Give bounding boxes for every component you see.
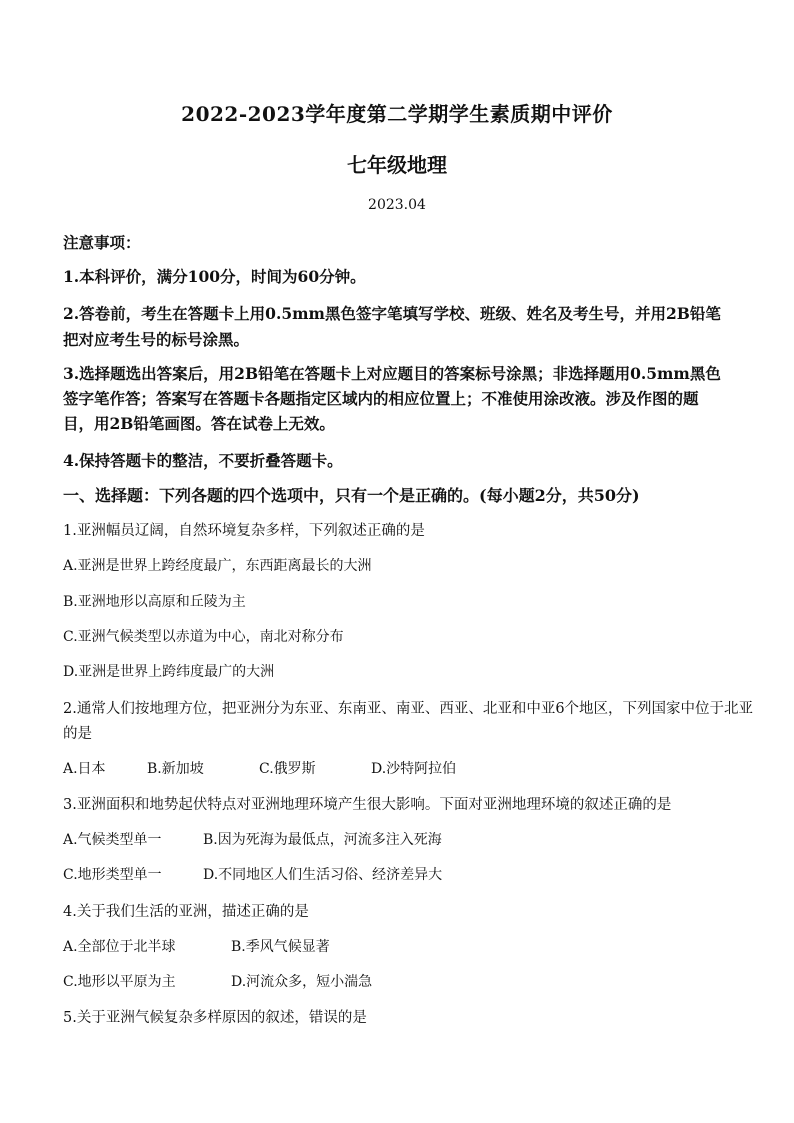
question-4-options-row1 (63, 936, 330, 956)
question-5-stem: 5.关于亚洲气候复杂多样原因的叙述，错误的是 (63, 1010, 367, 1026)
notice-item-1: 1.本科评价，满分100分，时间为60分钟。 (63, 267, 366, 286)
question-2-stem-line1: 2.通常人们按地理方位，把亚洲分为东亚、东南亚、南亚、西亚、北亚和中亚6个地区，下列国家中位于北亚 (63, 701, 754, 717)
question-3-option-c: C.地形类型单一 (63, 867, 162, 883)
question-1-option-b: B.亚洲地形以高原和丘陵为主 (63, 594, 246, 610)
question-1-stem: 1.亚洲幅员辽阔，自然环境复杂多样，下列叙述正确的是 (63, 523, 425, 539)
exam-date: 2023.04 (368, 197, 426, 213)
notice-item-3-line3: 目，用2B铅笔画图。答在试卷上无效。 (63, 414, 335, 433)
question-1-option-c: C.亚洲气候类型以赤道为中心，南北对称分布 (63, 629, 344, 645)
question-3-option-a: A.气候类型单一 (63, 832, 162, 848)
section-heading: 一、选择题：下列各题的四个选项中，只有一个是正确的。(每小题2分，共50分) (63, 486, 640, 505)
exam-title: 2022-2023学年度第二学期学生素质期中评价 (181, 102, 613, 126)
notice-item-2-line1: 2.答卷前，考生在答题卡上用0.5mm黑色签字笔填写学校、班级、姓名及考生号，并用2B铅笔 (63, 304, 721, 323)
notice-item-2-line2: 把对应考生号的标号涂黑。 (63, 330, 250, 349)
notice-item-4: 4.保持答题卡的整洁，不要折叠答题卡。 (63, 451, 343, 470)
question-1-option-d: D.亚洲是世界上跨纬度最广的大洲 (63, 664, 275, 680)
question-3-options-row2 (63, 864, 442, 884)
question-2-option-d: D.沙特阿拉伯 (371, 761, 457, 777)
question-4-option-c: C.地形以平原为主 (63, 974, 176, 990)
question-1-option-a: A.亚洲是世界上跨经度最广，东西距离最长的大洲 (63, 558, 372, 574)
subject-title: 七年级地理 (347, 153, 447, 177)
question-4-options-row2 (63, 971, 372, 991)
question-3-stem: 3.亚洲面积和地势起伏特点对亚洲地理环境产生很大影响。下面对亚洲地理环境的叙述正确的是 (63, 797, 672, 813)
question-3-options-row1 (63, 829, 442, 849)
question-2-option-b: B.新加坡 (147, 761, 204, 777)
question-4-option-d: D.河流众多，短小湍急 (231, 974, 373, 990)
notice-item-3-line2: 签字笔作答；答案写在答题卡各题指定区域内的相应位置上；不准使用涂改液。涉及作图的题 (63, 389, 699, 408)
question-3-option-b: B.因为死海为最低点，河流多注入死海 (203, 832, 442, 848)
notice-item-3-line1: 3.选择题选出答案后，用2B铅笔在答题卡上对应题目的答案标号涂黑；非选择题用0.5mm黑色 (63, 364, 721, 383)
question-2-stem-line2: 的是 (63, 726, 92, 742)
question-4-option-a: A.全部位于北半球 (63, 939, 176, 955)
notice-heading: 注意事项： (63, 233, 141, 252)
question-3-option-d: D.不同地区人们生活习俗、经济差异大 (203, 867, 443, 883)
question-4-stem: 4.关于我们生活的亚洲，描述正确的是 (63, 904, 309, 920)
question-2-options (63, 758, 456, 778)
question-2-option-a: A.日本 (63, 761, 106, 777)
question-2-option-c: C.俄罗斯 (259, 761, 316, 777)
question-4-option-b: B.季风气候显著 (231, 939, 330, 955)
